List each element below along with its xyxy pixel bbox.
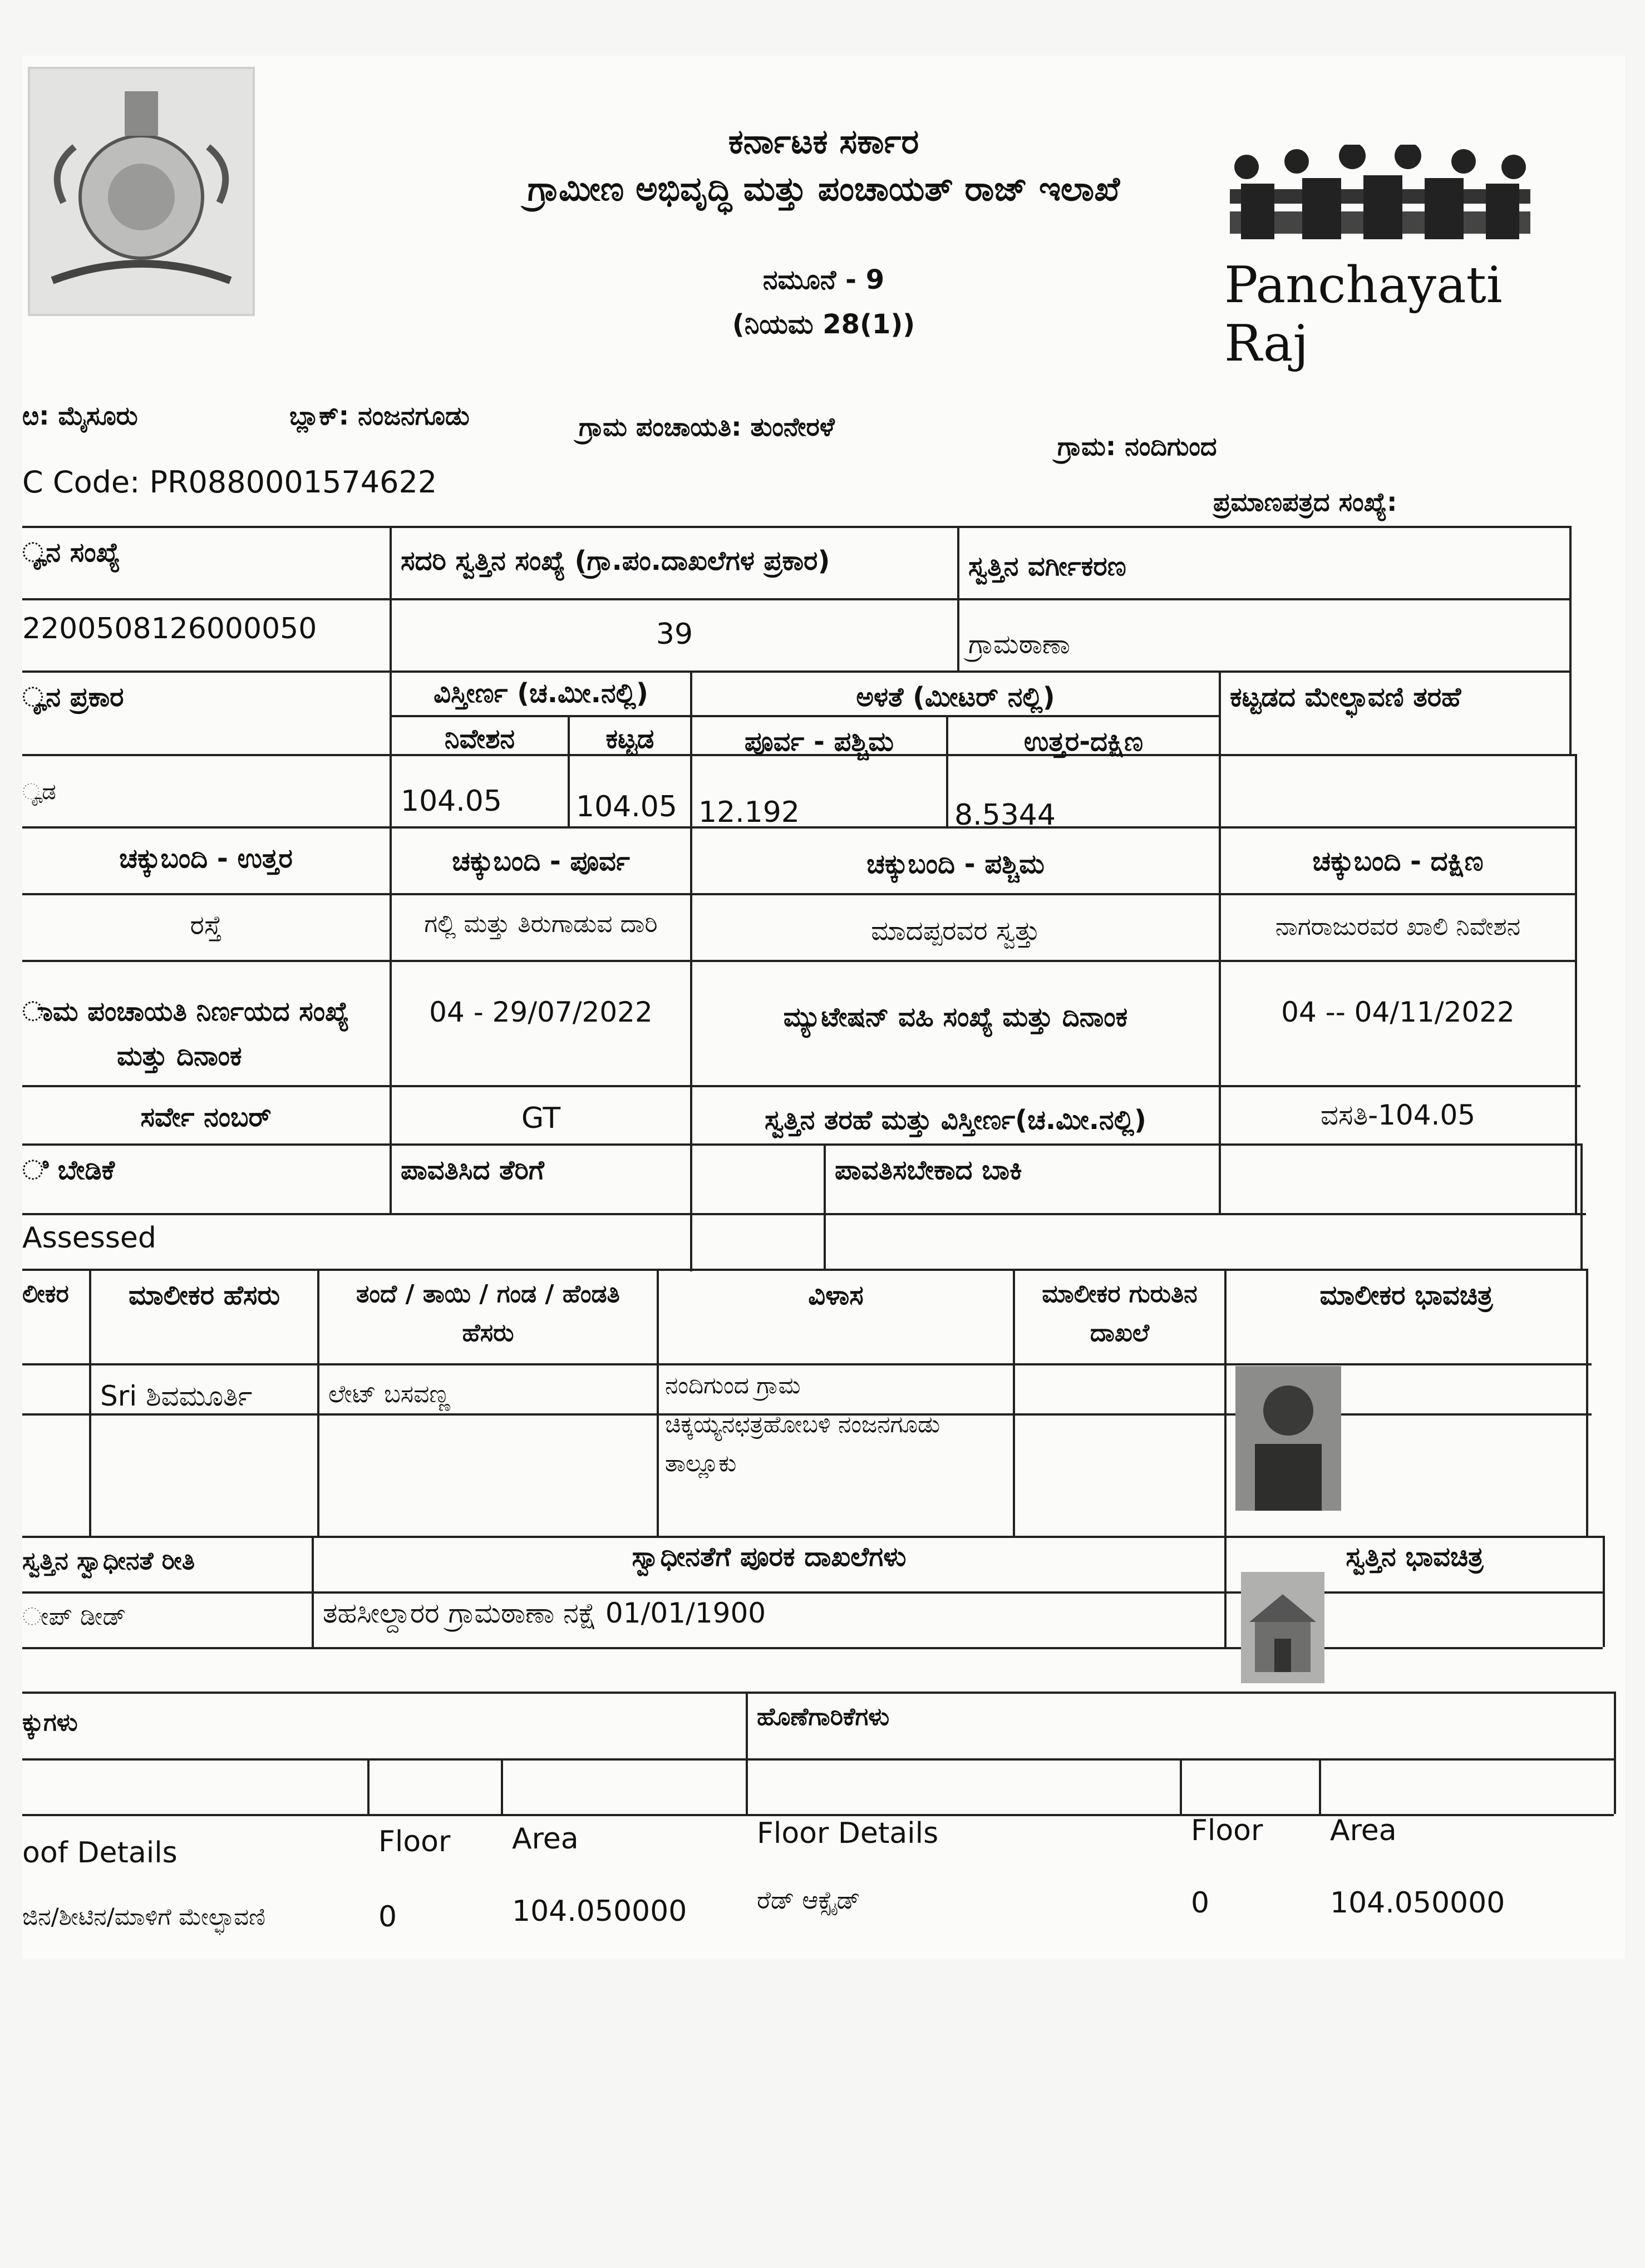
survey-number: GT — [521, 1102, 561, 1135]
old-number: 39 — [656, 618, 693, 651]
tax-paid-label: ಪಾವತಿಸಿದ ತೆರಿಗೆ — [401, 1155, 544, 1186]
survey-label: ಸರ್ವೇ ನಂಬರ್ — [140, 1102, 272, 1133]
owner-id-label-2: ದಾಖಲೆ — [1090, 1319, 1150, 1347]
mutation-value: 04 -- 04/11/2022 — [1281, 996, 1515, 1028]
relation-label: ತಂದೆ / ತಾಯಿ / ಗಂಡ / ಹೆಂಡತಿ — [356, 1280, 620, 1308]
site-area: 104.05 — [401, 785, 502, 818]
roof-floor-label: Floor — [378, 1825, 451, 1858]
form-number: ನಮೂನೆ - 9 — [762, 264, 885, 295]
building-label: ಕಟ್ಟಡ — [605, 723, 654, 755]
owner-name: Sri ಶಿವಮೂರ್ತಿ — [100, 1380, 253, 1412]
boundary-west: ಮಾದಪ್ಪರವರ ಸ್ವತ್ತು — [871, 915, 1040, 946]
boundary-south-label: ಚಕ್ಕುಬಂದಿ - ದಕ್ಷಿಣ — [1312, 846, 1484, 877]
gram-panchayat: ಗ್ರಾಮ ಪಂಚಾಯತಿ: ತುಂನೇರಳೆ — [579, 412, 835, 442]
north-south-label: ಉತ್ತರ-ದಕ್ಷಿಣ — [1023, 726, 1144, 757]
gp-resolution: 04 - 29/07/2022 — [429, 996, 653, 1028]
village: ಗ್ರಾಮ: ನಂದಿಗುಂದ — [1057, 431, 1217, 461]
panchayati-raj-logo — [1224, 145, 1536, 373]
dimension-label: ಅಳತೆ (ಮೀಟರ್ ನಲ್ಲಿ) — [856, 682, 1055, 713]
roof-area: 104.050000 — [512, 1895, 687, 1928]
roof-details-label: oof Details — [22, 1836, 178, 1870]
floor-floor: 0 — [1191, 1886, 1210, 1920]
address-line-1: ನಂದಿಗುಂದ ಗ್ರಾಮ — [665, 1372, 801, 1399]
classification-label: ಸ್ವತ್ತಿನ ವರ್ಗೀಕರಣ — [968, 551, 1126, 582]
property-code: C Code: PR0880001574622 — [22, 465, 437, 500]
people-group-icon — [1224, 145, 1536, 245]
site-label: ನಿವೇಶನ — [444, 723, 515, 755]
owner-name-label: ಮಾಲೀಕರ ಹೆಸರು — [128, 1280, 280, 1311]
east-west-label: ಪೂರ್ವ - ಪಶ್ಚಿಮ — [744, 726, 894, 757]
floor-type-value: ರೆಡ್ ಆಕ್ಸೈಡ್ — [757, 1886, 860, 1915]
gp-resolution-label-2: ಮತ್ತು ದಿನಾಂಕ — [117, 1041, 242, 1072]
property-type-label: ೄನ ಪ್ರಕಾರ — [22, 682, 124, 713]
certificate-number-label: ಪ್ರಮಾಣಪತ್ರದ ಸಂಖ್ಯೆ: — [1213, 487, 1397, 517]
department-title: ಗ್ರಾಮೀಣ ಅಭಿವೃದ್ಧಿ ಮತ್ತು ಪಂಚಾಯತ್ ರಾಜ್ ಇಲಾಖೆ — [527, 170, 1120, 209]
gp-resolution-label: ಾಮ ಪಂಚಾಯತಿ ನಿರ್ಣಯದ ಸಂಖ್ಯೆ — [22, 996, 349, 1027]
boundary-south: ನಾಗರಾಜುರವರ ಖಾಲಿ ನಿವೇಶನ — [1275, 913, 1521, 941]
property-id-label: ೄನ ಸಂಖ್ಯೆ — [22, 537, 120, 568]
floor-area: 104.050000 — [1330, 1886, 1505, 1920]
govt-title: ಕರ್ನಾಟಕ ಸರ್ಕಾರ — [728, 122, 919, 161]
building-area: 104.05 — [576, 790, 677, 824]
east-west: 12.192 — [698, 796, 800, 829]
taluk: ಬ್ಲಾಕ್: ನಂಜನಗೂಡು — [289, 401, 470, 431]
address-label: ವಿಳಾಸ — [808, 1280, 864, 1311]
mutation-label: ಮ್ಯುಟೇಷನ್ ವಹಿ ಸಂಖ್ಯೆ ಮತ್ತು ದಿನಾಂಕ — [783, 1002, 1128, 1033]
tax-demand-label: ಿ ಬೇಡಿಕೆ — [22, 1155, 115, 1186]
logo-text: Panchayati Raj — [1224, 256, 1503, 373]
possession-mode: ೕಪ್ ಡೀಡ್ — [22, 1603, 126, 1631]
boundary-east-label: ಚಕ್ಕುಬಂದಿ - ಪೂರ್ವ — [452, 846, 630, 877]
owner-id-label: ಮಾಲೀಕರ ಗುರುತಿನ — [1042, 1280, 1198, 1308]
relation-label-2: ಹೆಸರು — [462, 1319, 514, 1347]
property-photo — [1241, 1572, 1324, 1683]
roof-area-label: Area — [512, 1822, 579, 1856]
floor-floor-label: Floor — [1191, 1814, 1263, 1847]
area-label: ವಿಸ್ತೀರ್ಣ (ಚ.ಮೀ.ನಲ್ಲಿ) — [434, 678, 648, 709]
boundary-east: ಗಲ್ಲಿ ಮತ್ತು ತಿರುಗಾಡುವ ದಾರಿ — [424, 910, 658, 938]
property-type: ೄಡ — [22, 779, 56, 805]
old-number-label: ಸದರಿ ಸ್ವತ್ತಿನ ಸಂಖ್ಯೆ (ಗ್ರಾ.ಪಂ.ದಾಖಲೆಗಳ ಪ್ರಕಾರ) — [401, 545, 830, 576]
type-area-label: ಸ್ವತ್ತಿನ ತರಹೆ ಮತ್ತು ವಿಸ್ತೀರ್ಣ(ಚ.ಮೀ.ನಲ್ಲಿ) — [765, 1105, 1146, 1136]
property-id: 2200508126000050 — [22, 612, 317, 645]
classification: ಗ್ರಾಮಠಾಣಾ — [968, 629, 1070, 660]
boundary-west-label: ಚಕ್ಕುಬಂದಿ - ಪಶ್ಚಿಮ — [866, 849, 1045, 880]
roof-floor: 0 — [378, 1900, 397, 1934]
rights-label: ಕ್ಕುಗಳು — [22, 1708, 78, 1737]
district: ೞ: ಮೈಸೂರು — [22, 401, 138, 431]
possession-docs: ತಹಸೀಲ್ದಾರರ ಗ್ರಾಮಠಾಣಾ ನಕ್ಷೆ 01/01/1900 — [323, 1597, 766, 1629]
liabilities-label: ಹೊಣೆಗಾರಿಕೆಗಳು — [757, 1703, 890, 1731]
property-photo-label: ಸ್ವತ್ತಿನ ಭಾವಚಿತ್ರ — [1346, 1541, 1484, 1572]
address-line-2: ಚಿಕ್ಕಯ್ಯನಛತ್ರಹೋಬಳಿ ನಂಜನಗೂಡು — [665, 1411, 940, 1438]
owner-photo-label: ಮಾಲೀಕರ ಭಾವಚಿತ್ರ — [1319, 1280, 1493, 1311]
owner-photo — [1235, 1366, 1341, 1511]
form-rule: (ನಿಯಮ 28(1)) — [732, 309, 915, 340]
boundary-north: ರಸ್ತೆ — [190, 910, 222, 941]
boundary-north-label: ಚಕ್ಕುಬಂದಿ - ಉತ್ತರ — [119, 843, 293, 874]
roof-type-value: ಜಿನ/ಶೀಟಿನ/ಮಾಳಿಗೆ ಮೇಲ್ಛಾವಣಿ — [22, 1903, 265, 1930]
possession-docs-label: ಸ್ವಾಧೀನತೆಗೆ ಪೂರಕ ದಾಖಲೆಗಳು — [632, 1541, 907, 1572]
address-line-3: ತಾಲ್ಲೂಕು — [665, 1449, 737, 1477]
floor-area-label: Area — [1330, 1814, 1397, 1847]
tax-due-label: ಪಾವತಿಸಬೇಕಾದ ಬಾಕಿ — [835, 1155, 1022, 1186]
type-area-value: ವಸತಿ-104.05 — [1320, 1099, 1476, 1131]
floor-details-label: Floor Details — [757, 1817, 939, 1850]
document-page — [22, 56, 1625, 1959]
owner-number-label: ಲೀಕರ — [22, 1280, 69, 1308]
roof-type-label: ಕಟ್ಟಡದ ಮೇಲ್ಛಾವಣಿ ತರಹೆ — [1230, 682, 1461, 713]
tax-demand: Assessed — [22, 1221, 156, 1255]
relation-name: ಲೇಟ್ ಬಸವಣ್ಣ — [328, 1380, 450, 1408]
possession-mode-label: ಸ್ವತ್ತಿನ ಸ್ವಾಧೀನತೆ ರೀತಿ — [22, 1547, 195, 1575]
north-south: 8.5344 — [954, 798, 1056, 832]
